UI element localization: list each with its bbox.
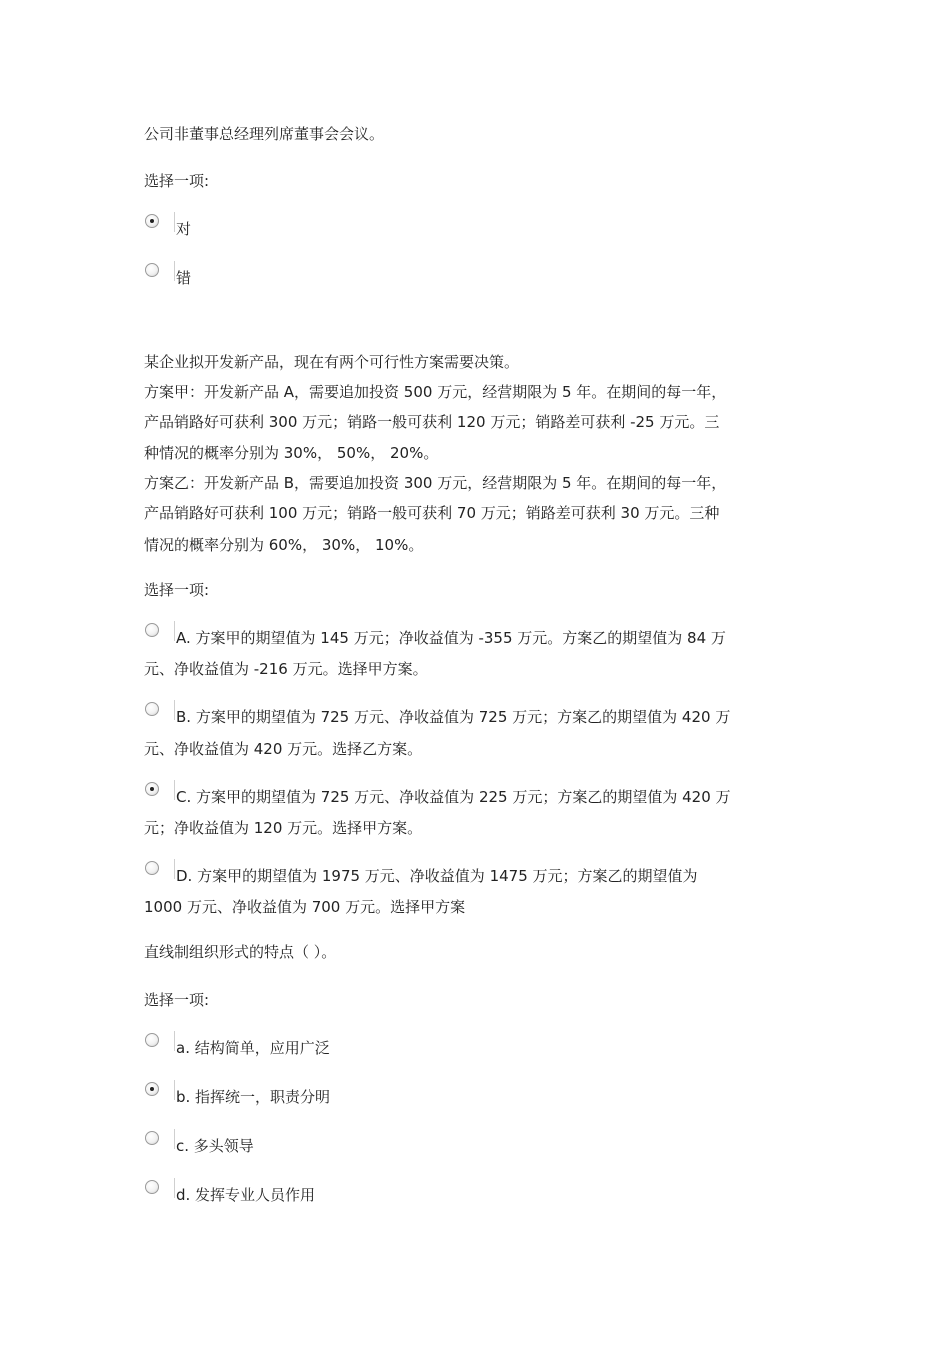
radio-q3-option-a[interactable]	[145, 1033, 159, 1047]
question-3-stem: 直线制组织形式的特点（ ）。	[144, 943, 337, 961]
option-divider	[174, 1031, 175, 1051]
radio-q2-option-b[interactable]	[145, 702, 159, 716]
question-2-stem-line-6: 产品销路好可获利 100 万元；销路一般可获利 70 万元；销路差可获利 30 万元。三种	[144, 504, 720, 522]
q2-option-b-line-1: B. 方案甲的期望值为 725 万元、净收益值为 725 万元；方案乙的期望值为 420 万	[176, 708, 731, 726]
radio-q3-option-c[interactable]	[145, 1131, 159, 1145]
question-2-stem-line-3: 产品销路好可获利 300 万元；销路一般可获利 120 万元；销路差可获利 -25 万元。三	[144, 413, 720, 431]
radio-q2-option-d[interactable]	[145, 861, 159, 875]
question-2-stem-line-2: 方案甲：开发新产品 A，需要追加投资 500 万元，经营期限为 5 年。在期间的每一年，	[144, 383, 727, 401]
question-1-prompt: 选择一项:	[144, 172, 210, 190]
question-2-stem-line-7: 情况的概率分别为 60%， 30%， 10%。	[144, 536, 424, 554]
option-divider	[174, 1129, 175, 1149]
option-divider	[174, 621, 175, 641]
option-divider	[174, 859, 175, 879]
option-divider	[174, 700, 175, 720]
question-1-stem: 公司非董事总经理列席董事会会议。	[144, 125, 385, 143]
option-divider	[174, 1080, 175, 1100]
q2-option-b-line-2: 元、净收益值为 420 万元。选择乙方案。	[144, 740, 423, 758]
question-2-stem-line-1: 某企业拟开发新产品，现在有两个可行性方案需要决策。	[144, 353, 520, 371]
question-2-stem-line-5: 方案乙：开发新产品 B，需要追加投资 300 万元，经营期限为 5 年。在期间的每一年，	[144, 474, 727, 492]
question-2-stem-line-4: 种情况的概率分别为 30%， 50%， 20%。	[144, 444, 439, 462]
radio-q1-option-1[interactable]	[145, 214, 159, 228]
q2-option-d-line-2: 1000 万元、净收益值为 700 万元。选择甲方案	[144, 898, 466, 916]
q3-option-a-label: a. 结构简单，应用广泛	[176, 1039, 330, 1057]
q3-option-c-label: c. 多头领导	[176, 1137, 254, 1155]
option-divider	[174, 780, 175, 800]
radio-q3-option-b[interactable]	[145, 1082, 159, 1096]
radio-q3-option-d[interactable]	[145, 1180, 159, 1194]
option-divider	[174, 1178, 175, 1198]
q3-option-b-label: b. 指挥统一，职责分明	[176, 1088, 331, 1106]
radio-q1-option-2[interactable]	[145, 263, 159, 277]
q2-option-a-line-1: A. 方案甲的期望值为 145 万元；净收益值为 -355 万元。方案乙的期望值为 84 万	[176, 629, 726, 647]
q1-option-1-label: 对	[176, 220, 192, 238]
radio-q2-option-a[interactable]	[145, 623, 159, 637]
q1-option-2-label: 错	[176, 269, 192, 287]
q2-option-c-line-1: C. 方案甲的期望值为 725 万元、净收益值为 225 万元；方案乙的期望值为 420 万	[176, 788, 731, 806]
q2-option-a-line-2: 元、净收益值为 -216 万元。选择甲方案。	[144, 660, 428, 678]
q2-option-d-line-1: D. 方案甲的期望值为 1975 万元、净收益值为 1475 万元；方案乙的期望值为	[176, 867, 698, 885]
radio-q2-option-c[interactable]	[145, 782, 159, 796]
q3-option-d-label: d. 发挥专业人员作用	[176, 1186, 316, 1204]
option-divider	[174, 212, 175, 232]
option-divider	[174, 261, 175, 281]
q2-option-c-line-2: 元；净收益值为 120 万元。选择甲方案。	[144, 819, 423, 837]
question-2-prompt: 选择一项:	[144, 581, 210, 599]
question-3-prompt: 选择一项:	[144, 991, 210, 1009]
